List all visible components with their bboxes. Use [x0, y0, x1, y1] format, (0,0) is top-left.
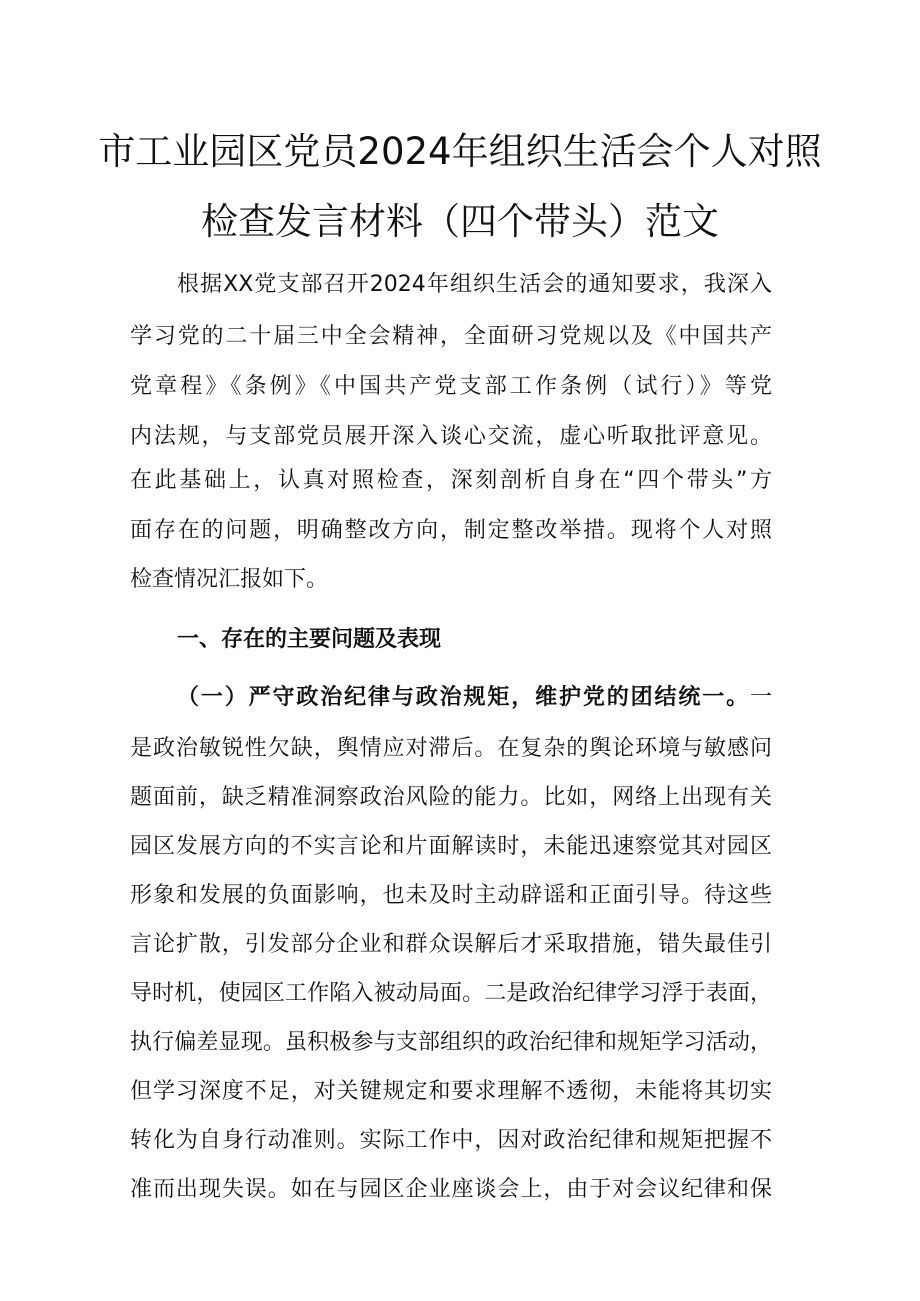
body-paragraph-line: 准而出现失误。如在与园区企业座谈会上，由于对会议纪律和保 [130, 1177, 772, 1202]
subsection-first-line-tail: 一 [749, 685, 772, 710]
body-paragraph-line: 形象和发展的负面影响，也未及时主动辟谣和正面引导。待这些 [130, 883, 772, 908]
body-paragraph-line: 执行偏差显现。虽积极参与支部组织的政治纪律和规矩学习活动， [130, 1030, 772, 1055]
intro-paragraph-line: 党章程》《条例》《中国共产党支部工作条例（试行）》等党 [130, 374, 772, 399]
body-paragraph-line: 园区发展方向的不实言论和片面解读时，未能迅速察觉其对园区 [130, 834, 772, 859]
intro-paragraph-line: 检查情况汇报如下。 [130, 567, 329, 592]
subsection-heading: （一）严守政治纪律与政治规矩，维护党的团结统一。 [177, 685, 750, 710]
document-title-line-1: 市工业园区党员2024年组织生活会个人对照 [98, 130, 822, 173]
body-paragraph-line: 但学习深度不足，对关键规定和要求理解不透彻，未能将其切实 [130, 1079, 772, 1104]
body-paragraph-line: 导时机，使园区工作陷入被动局面。二是政治纪律学习浮于表面， [130, 981, 772, 1006]
body-paragraph-line: 转化为自身行动准则。实际工作中，因对政治纪律和规矩把握不 [130, 1128, 772, 1153]
body-paragraph-line: 题面前，缺乏精准洞察政治风险的能力。比如，网络上出现有关 [130, 785, 772, 810]
intro-paragraph-line: 在此基础上，认真对照检查，深刻剖析自身在“四个带头”方 [130, 468, 772, 493]
intro-paragraph-line: 学习党的二十届三中全会精神，全面研习党规以及《中国共产 [130, 324, 772, 349]
intro-paragraph-line: 面存在的问题，明确整改方向，制定整改举措。现将个人对照 [130, 518, 772, 543]
section-heading: 一、存在的主要问题及表现 [177, 627, 442, 652]
intro-paragraph-line: 内法规，与支部党员展开深入谈心交流，虚心听取批评意见。 [130, 424, 772, 449]
subsection-first-line [177, 683, 772, 713]
body-paragraph-line: 是政治敏锐性欠缺，舆情应对滞后。在复杂的舆论环境与敏感问 [130, 736, 772, 761]
intro-paragraph-line: 根据XX党支部召开2024年组织生活会的通知要求，我深入 [177, 272, 772, 297]
body-paragraph-line: 言论扩散，引发部分企业和群众误解后才采取措施，错失最佳引 [130, 932, 772, 957]
document-title-line-2: 检查发言材料（四个带头）范文 [201, 200, 719, 243]
